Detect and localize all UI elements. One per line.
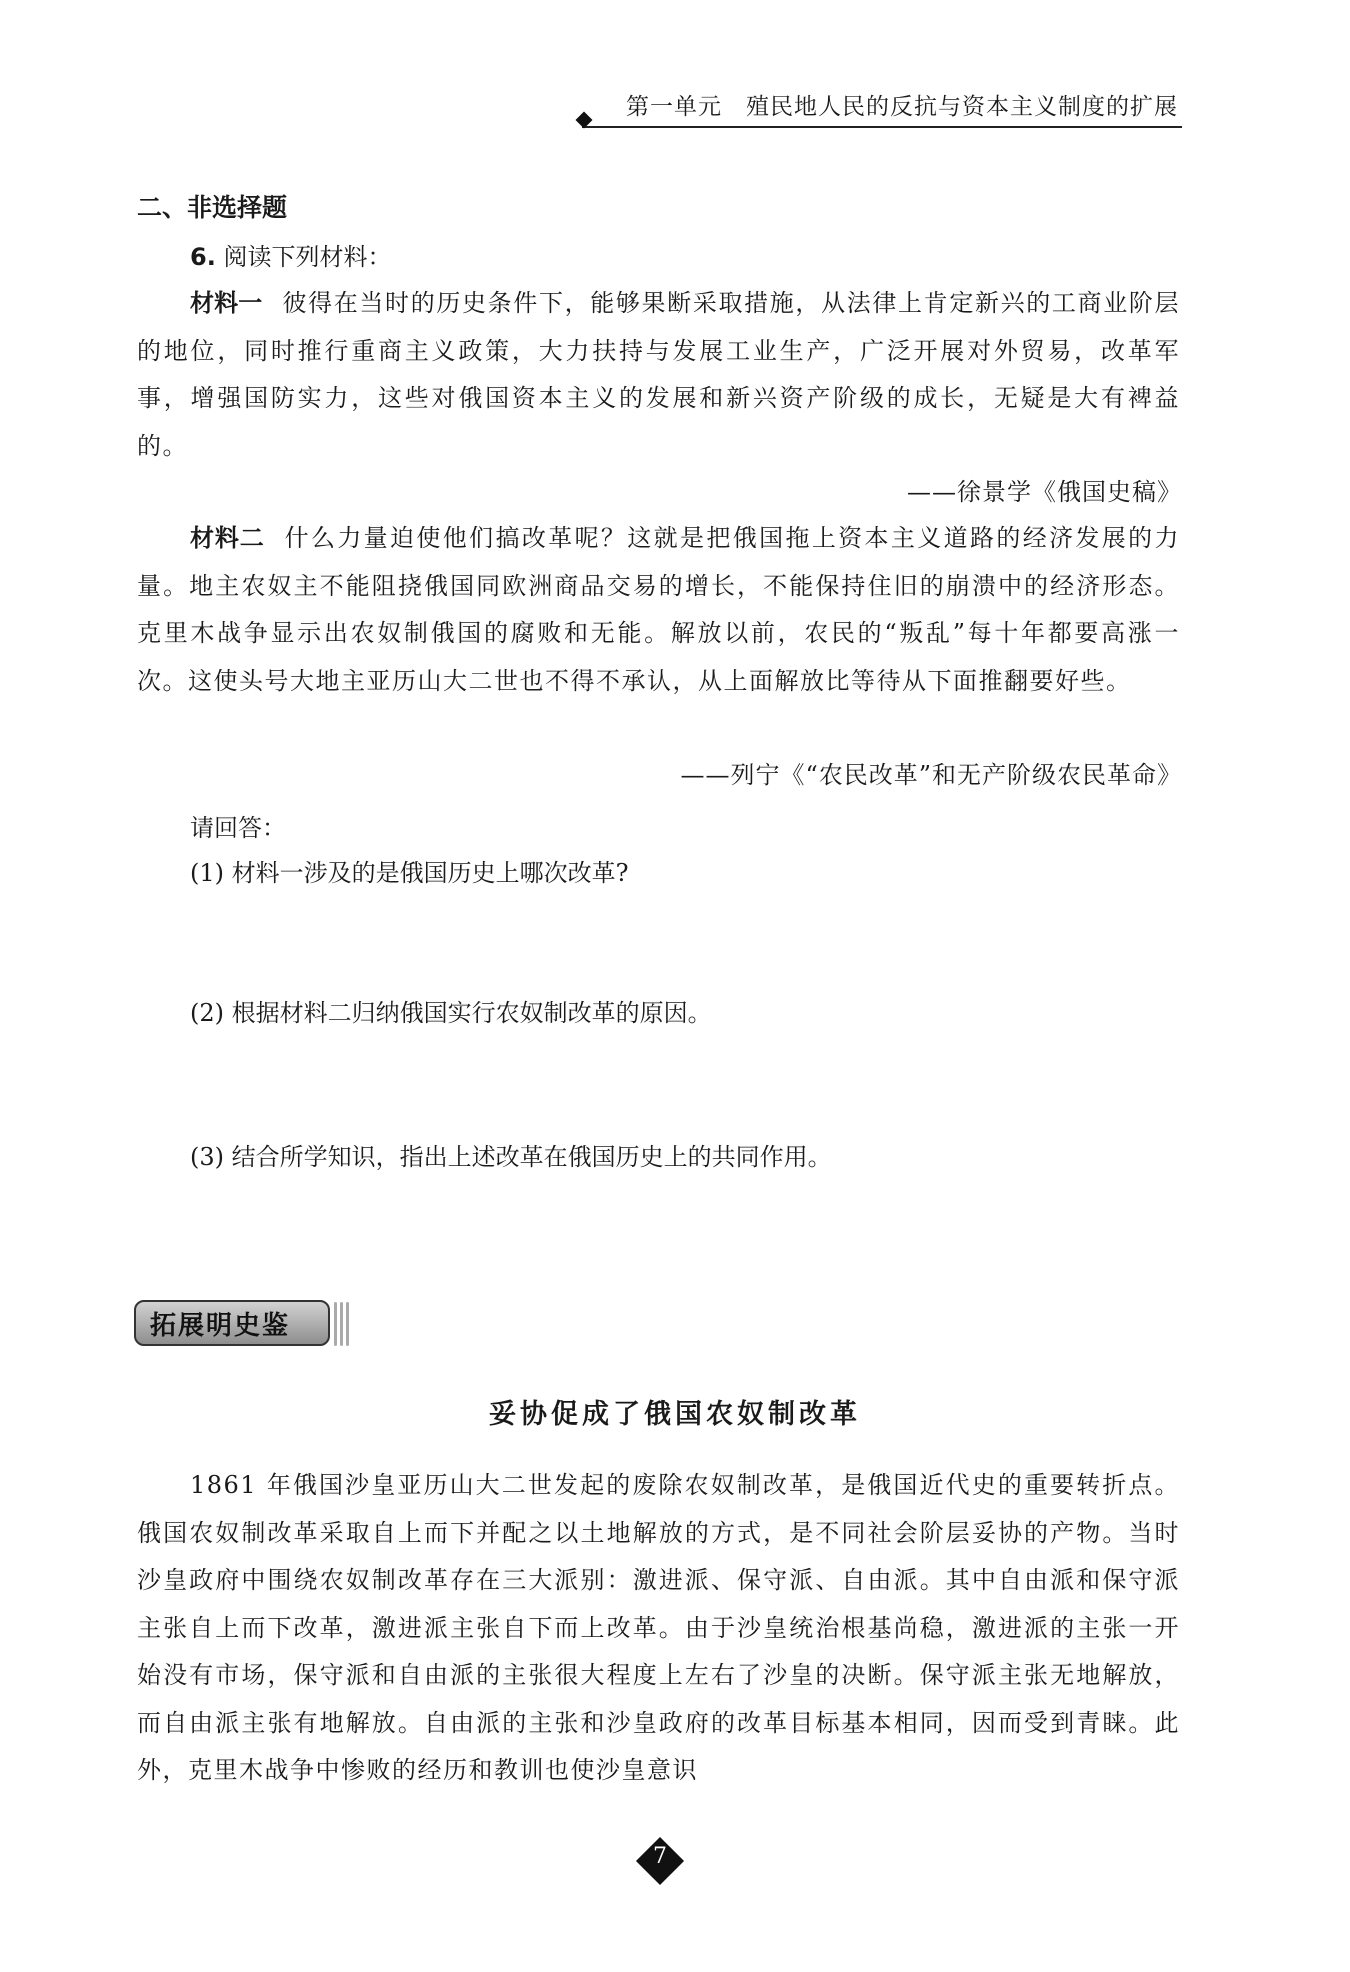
question-number: 6.: [190, 243, 216, 271]
material-one-text: 彼得在当时的历史条件下，能够果断采取措施，从法律上肯定新兴的工商业阶层的地位，同时推行重商主义政策，大力扶持与发展工业生产，广泛开展对外贸易，改革军事，增强国防实力，这些对俄国资本主义的发展和新兴资产阶级的成长，无疑是大有裨益的。: [137, 289, 1181, 460]
running-header: [582, 86, 1182, 128]
question-intro-text: 阅读下列材料：: [223, 243, 392, 271]
header-title: 第一单元 殖民地人民的反抗与资本主义制度的扩展: [626, 94, 1178, 120]
sub-question-3: (3) 结合所学知识，指出上述改革在俄国历史上的共同作用。: [190, 1143, 832, 1171]
material-one: [137, 280, 1180, 470]
material-two-text: 什么力量迫使他们搞改革呢？这就是把俄国拖上资本主义道路的经济发展的力量。地主农奴主不能阻挠俄国同欧洲商品交易的增长，不能保持住旧的崩溃中的经济形态。克里木战争显示出农奴制俄国的腐败和无能。解放以前，农民的“叛乱”每十年都要高涨一次。这使头号大地主亚历山大二世也不得不承认，从上面解放比等待从下面推翻要好些。: [137, 524, 1181, 695]
diamond-icon: [576, 112, 593, 129]
material-one-source: ——徐景学《俄国史稿》: [907, 478, 1182, 506]
article-title: 妥协促成了俄国农奴制改革: [489, 1399, 861, 1430]
page-number-badge: [637, 1838, 683, 1884]
material-two-tag: 材料二: [190, 524, 265, 552]
material-two: [137, 515, 1180, 705]
section-title: 二、非选择题: [137, 193, 288, 222]
article-body: 1861 年俄国沙皇亚历山大二世发起的废除农奴制改革，是俄国近代史的重要转折点。俄国农奴制改革采取自上而下并配之以土地解放的方式，是不同社会阶层妥协的产物。当时沙皇政府中围绕农奴制改革存在三大派别：激进派、保守派、自由派。其中自由派和保守派主张自上而下改革，激进派主张自下而上改革。由于沙皇统治根基尚稳，激进派的主张一开始没有市场，保守派和自由派的主张很大程度上左右了沙皇的决断。保守派主张无地解放，而自由派主张有地解放。自由派的主张和沙皇政府的改革目标基本相同，因而受到青睐。此外，克里木战争中惨败的经历和教训也使沙皇意识: [137, 1471, 1180, 1784]
sub-question-1: (1) 材料一涉及的是俄国历史上哪次改革?: [190, 859, 629, 887]
question-intro: [190, 237, 391, 272]
extension-banner: [134, 1300, 349, 1348]
material-one-tag: 材料一: [190, 289, 263, 317]
sub-question-2: (2) 根据材料二归纳俄国实行农奴制改革的原因。: [190, 999, 712, 1027]
banner-label: 拓展明史鉴: [150, 1311, 291, 1341]
page-number: 7: [653, 1844, 667, 1869]
answer-prompt: 请回答：: [190, 814, 286, 842]
material-two-source: ——列宁《“农民改革”和无产阶级农民革命》: [680, 761, 1182, 789]
